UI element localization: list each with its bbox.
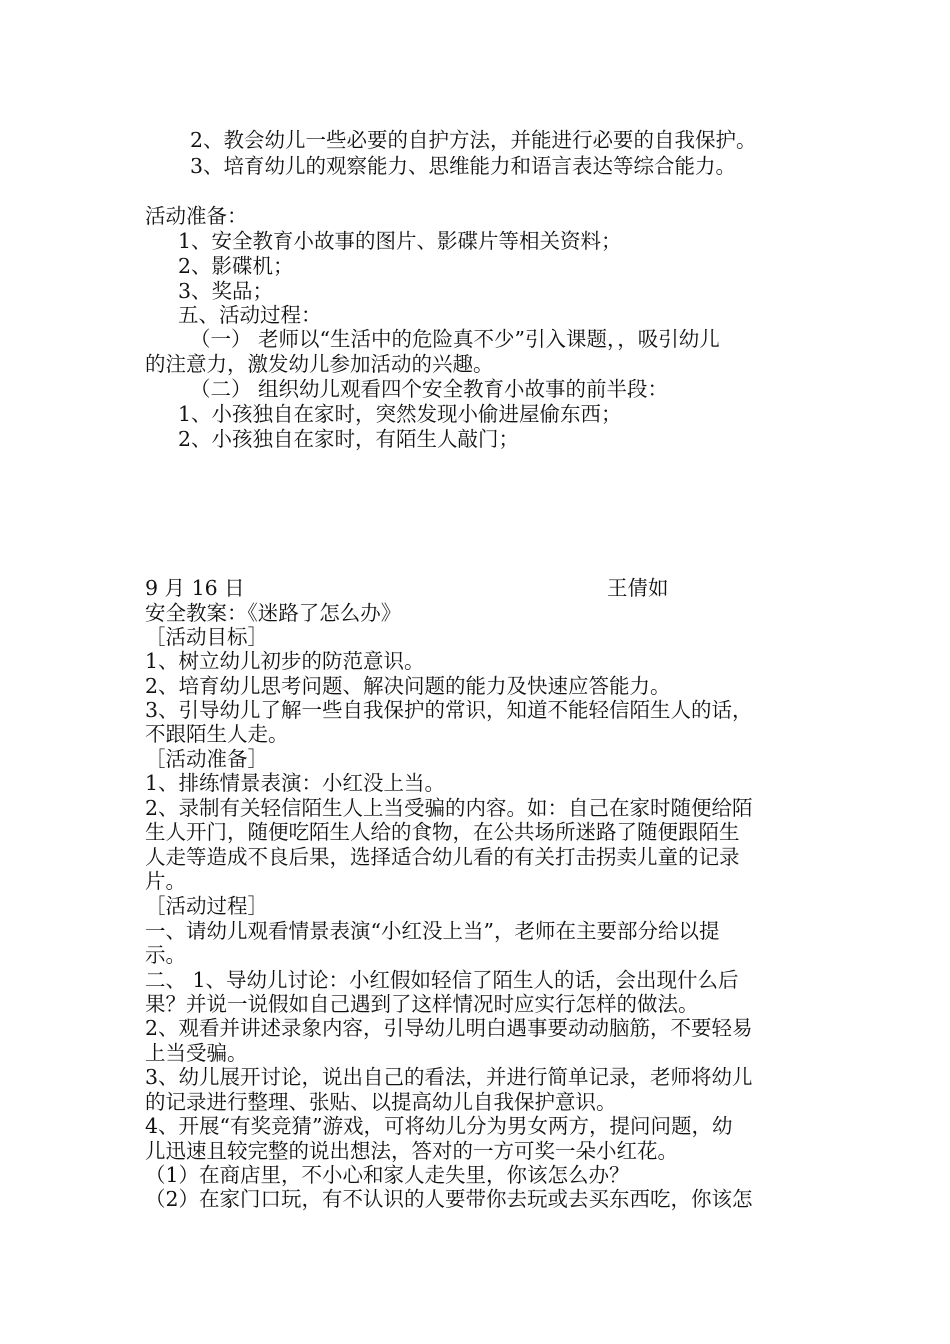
goal-item-1: 1、树立幼儿初步的防范意识。 [145,649,425,673]
step-4-line2: 儿迅速且较完整的说出想法，答对的一方可奖一朵小红花。 [145,1139,678,1163]
prep-item-2-2-line3: 人走等造成不良后果，选择适合幼儿看的有关打击拐卖儿童的记录 [145,845,740,869]
prep-item-2-2-line1: 2、录制有关轻信陌生人上当受骗的内容。如：自己在家时随便给陌 [145,796,753,820]
step-4-line1: 4、开展“有奖竞猜”游戏，可将幼儿分为男女两方，提问问题，幼 [145,1114,733,1138]
step-1-line2: 示。 [145,943,186,967]
goal-2-text: 2、教会幼儿一些必要的自护方法，并能进行必要的自我保护。 [190,128,757,152]
prep-item-2-2-line2: 生人开门，随便吃陌生人给的食物，在公共场所迷路了随便跟陌生 [145,820,740,844]
prep-item-3: 3、奖品； [178,279,274,303]
prep-item-2: 2、影碟机； [178,254,294,278]
step-3-line2: 的记录进行整理、张贴、以提高幼儿自我保护意识。 [145,1090,617,1114]
prep-heading-2: ［活动准备］ [145,747,268,771]
story-item-2: 2、小孩独自在家时，有陌生人敲门； [178,427,520,451]
lesson-date: 9 月 16 日 [145,576,245,600]
goal-3-text: 3、培育幼儿的观察能力、思维能力和语言表达等综合能力。 [190,154,737,178]
question-1: （1）在商店里，不小心和家人走失里，你该怎么办？ [145,1163,630,1187]
process-1-line2: 的注意力，激发幼儿参加活动的兴趣。 [145,352,494,376]
step-3-line1: 3、幼儿展开讨论，说出自己的看法，并进行简单记录，老师将幼儿 [145,1065,753,1089]
process-heading-2: ［活动过程］ [145,894,268,918]
process-1-line1: （一） 老师以“生活中的危险真不少”引入课题，，吸引幼儿 [190,327,720,351]
lesson-author: 王倩如 [607,576,669,600]
step-1-line1: 一、请幼儿观看情景表演“小红没上当”，老师在主要部分给以提 [145,919,720,943]
story-item-1: 1、小孩独自在家时，突然发现小偷进屋偷东西； [178,402,622,426]
step-2b-line2: 上当受骗。 [145,1041,248,1065]
step-2-line2: 果？并说一说假如自己遇到了这样情况时应实行怎样的做法。 [145,992,699,1016]
goals-heading: ［活动目标］ [145,625,268,649]
goal-item-3-line2: 不跟陌生人走。 [145,722,289,746]
lesson-title: 安全教案：《迷路了怎么办》 [145,601,402,625]
step-2-line1: 二、 1、导幼儿讨论：小红假如轻信了陌生人的话，会出现什么后 [145,968,739,992]
goal-item-3-line1: 3、引导幼儿了解一些自我保护的常识，知道不能轻信陌生人的话， [145,698,753,722]
step-2b-line1: 2、观看并讲述录象内容，引导幼儿明白遇事要动动脑筋，不要轻易 [145,1016,753,1040]
prep-item-2-2-line4: 片。 [145,869,186,893]
process-2-text: （二） 组织幼儿观看四个安全教育小故事的前半段： [190,377,669,401]
prep-item-2-1: 1、排练情景表演：小红没上当。 [145,771,446,795]
process-heading: 五、活动过程： [178,303,322,327]
question-2: （2）在家门口玩，有不认识的人要带你去玩或去买东西吃，你该怎 [145,1187,753,1211]
prep-heading: 活动准备： [145,204,248,228]
prep-item-1: 1、安全教育小故事的图片、影碟片等相关资料； [178,229,622,253]
goal-item-2: 2、培育幼儿思考问题、解决问题的能力及快速应答能力。 [145,674,671,698]
